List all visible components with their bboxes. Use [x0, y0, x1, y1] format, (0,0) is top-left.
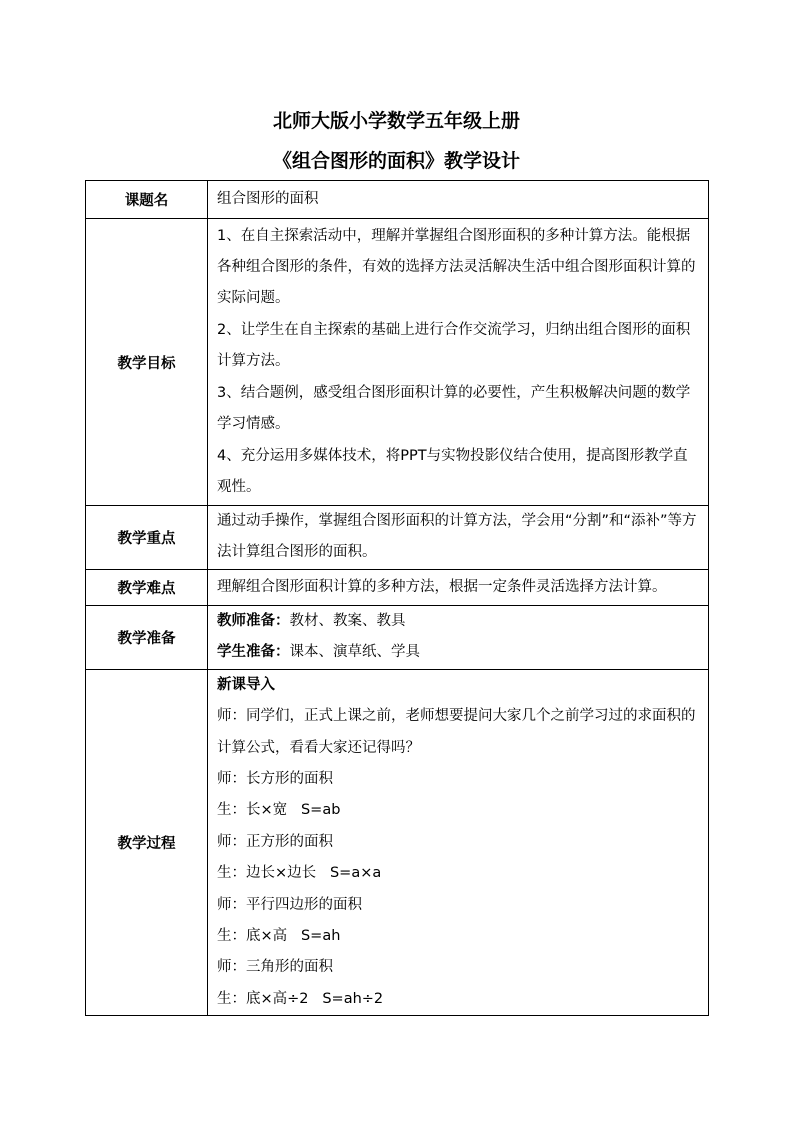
- doc-subtitle: 《组合图形的面积》教学设计: [272, 150, 520, 172]
- row-topic: [86, 181, 709, 219]
- dialogue-line: 师：正方形的面积: [217, 833, 333, 850]
- dialogue-line: 师：长方形的面积: [217, 771, 333, 788]
- student-prep: [217, 637, 702, 668]
- student-prep-value: 课本、演草纸、学具: [289, 644, 420, 661]
- row-difficulties: [86, 569, 709, 605]
- topic-label: 课题名: [86, 181, 208, 219]
- difficulties-label: 教学难点: [86, 569, 208, 605]
- dialogue-line: 师：三角形的面积: [217, 959, 333, 976]
- dialogue-line: 生：长×宽 S=ab: [217, 802, 341, 819]
- row-preparation: [86, 605, 709, 669]
- dialogue-line: 生：边长×边长 S=a×a: [217, 865, 382, 882]
- student-prep-label: 学生准备：: [217, 644, 290, 661]
- process-label: 教学过程: [86, 669, 208, 1015]
- preparation-cell: [208, 605, 709, 669]
- difficulties-value: 理解组合图形面积计算的多种方法，根据一定条件灵活选择方法计算。: [208, 569, 709, 605]
- row-process: [86, 669, 709, 1015]
- objectives-cell: [208, 219, 709, 506]
- objective-item: 2、让学生在自主探索的基础上进行合作交流学习，归纳出组合图形的面积计算方法。: [217, 321, 691, 370]
- objectives-label: 教学目标: [86, 219, 208, 506]
- objective-item: 4、充分运用多媒体技术，将PPT与实物投影仪结合使用，提高图形教学直观性。: [217, 447, 688, 495]
- key-points-value: 通过动手操作，掌握组合图形面积的计算方法，学会用“分割”和“添补”等方法计算组合图形的面积。: [208, 506, 709, 570]
- dialogue-line: 生：底×高 S=ah: [217, 928, 341, 945]
- teacher-prep: [217, 606, 702, 637]
- dialogue-line: 师：同学们，正式上课之前，老师想要提问大家几个之前学习过的求面积的计算公式，看看大家还记得吗？: [217, 708, 696, 756]
- lesson-plan-table: [85, 180, 709, 1016]
- dialogue-line: 生：底×高÷2 S=ah÷2: [217, 990, 384, 1007]
- row-key-points: [86, 506, 709, 570]
- objective-item: 3、结合题例，感受组合图形面积计算的必要性，产生积极解决问题的数学学习情感。: [217, 384, 691, 433]
- preparation-label: 教学准备: [86, 605, 208, 669]
- topic-value: 组合图形的面积: [208, 181, 709, 219]
- objective-item: 1、在自主探索活动中，理解并掌握组合图形面积的多种计算方法。能根据各种组合图形的条件，有效的选择方法灵活解决生活中组合图形面积计算的实际问题。: [217, 227, 696, 307]
- process-heading: 新课导入: [217, 676, 275, 693]
- doc-title: 北师大版小学数学五年级上册: [272, 110, 520, 132]
- teacher-prep-label: 教师准备：: [217, 612, 290, 629]
- process-cell: [208, 669, 709, 1015]
- row-objectives: [86, 219, 709, 506]
- teacher-prep-value: 教材、教案、教具: [289, 612, 406, 629]
- dialogue-line: 师：平行四边形的面积: [217, 896, 362, 913]
- key-points-label: 教学重点: [86, 506, 208, 570]
